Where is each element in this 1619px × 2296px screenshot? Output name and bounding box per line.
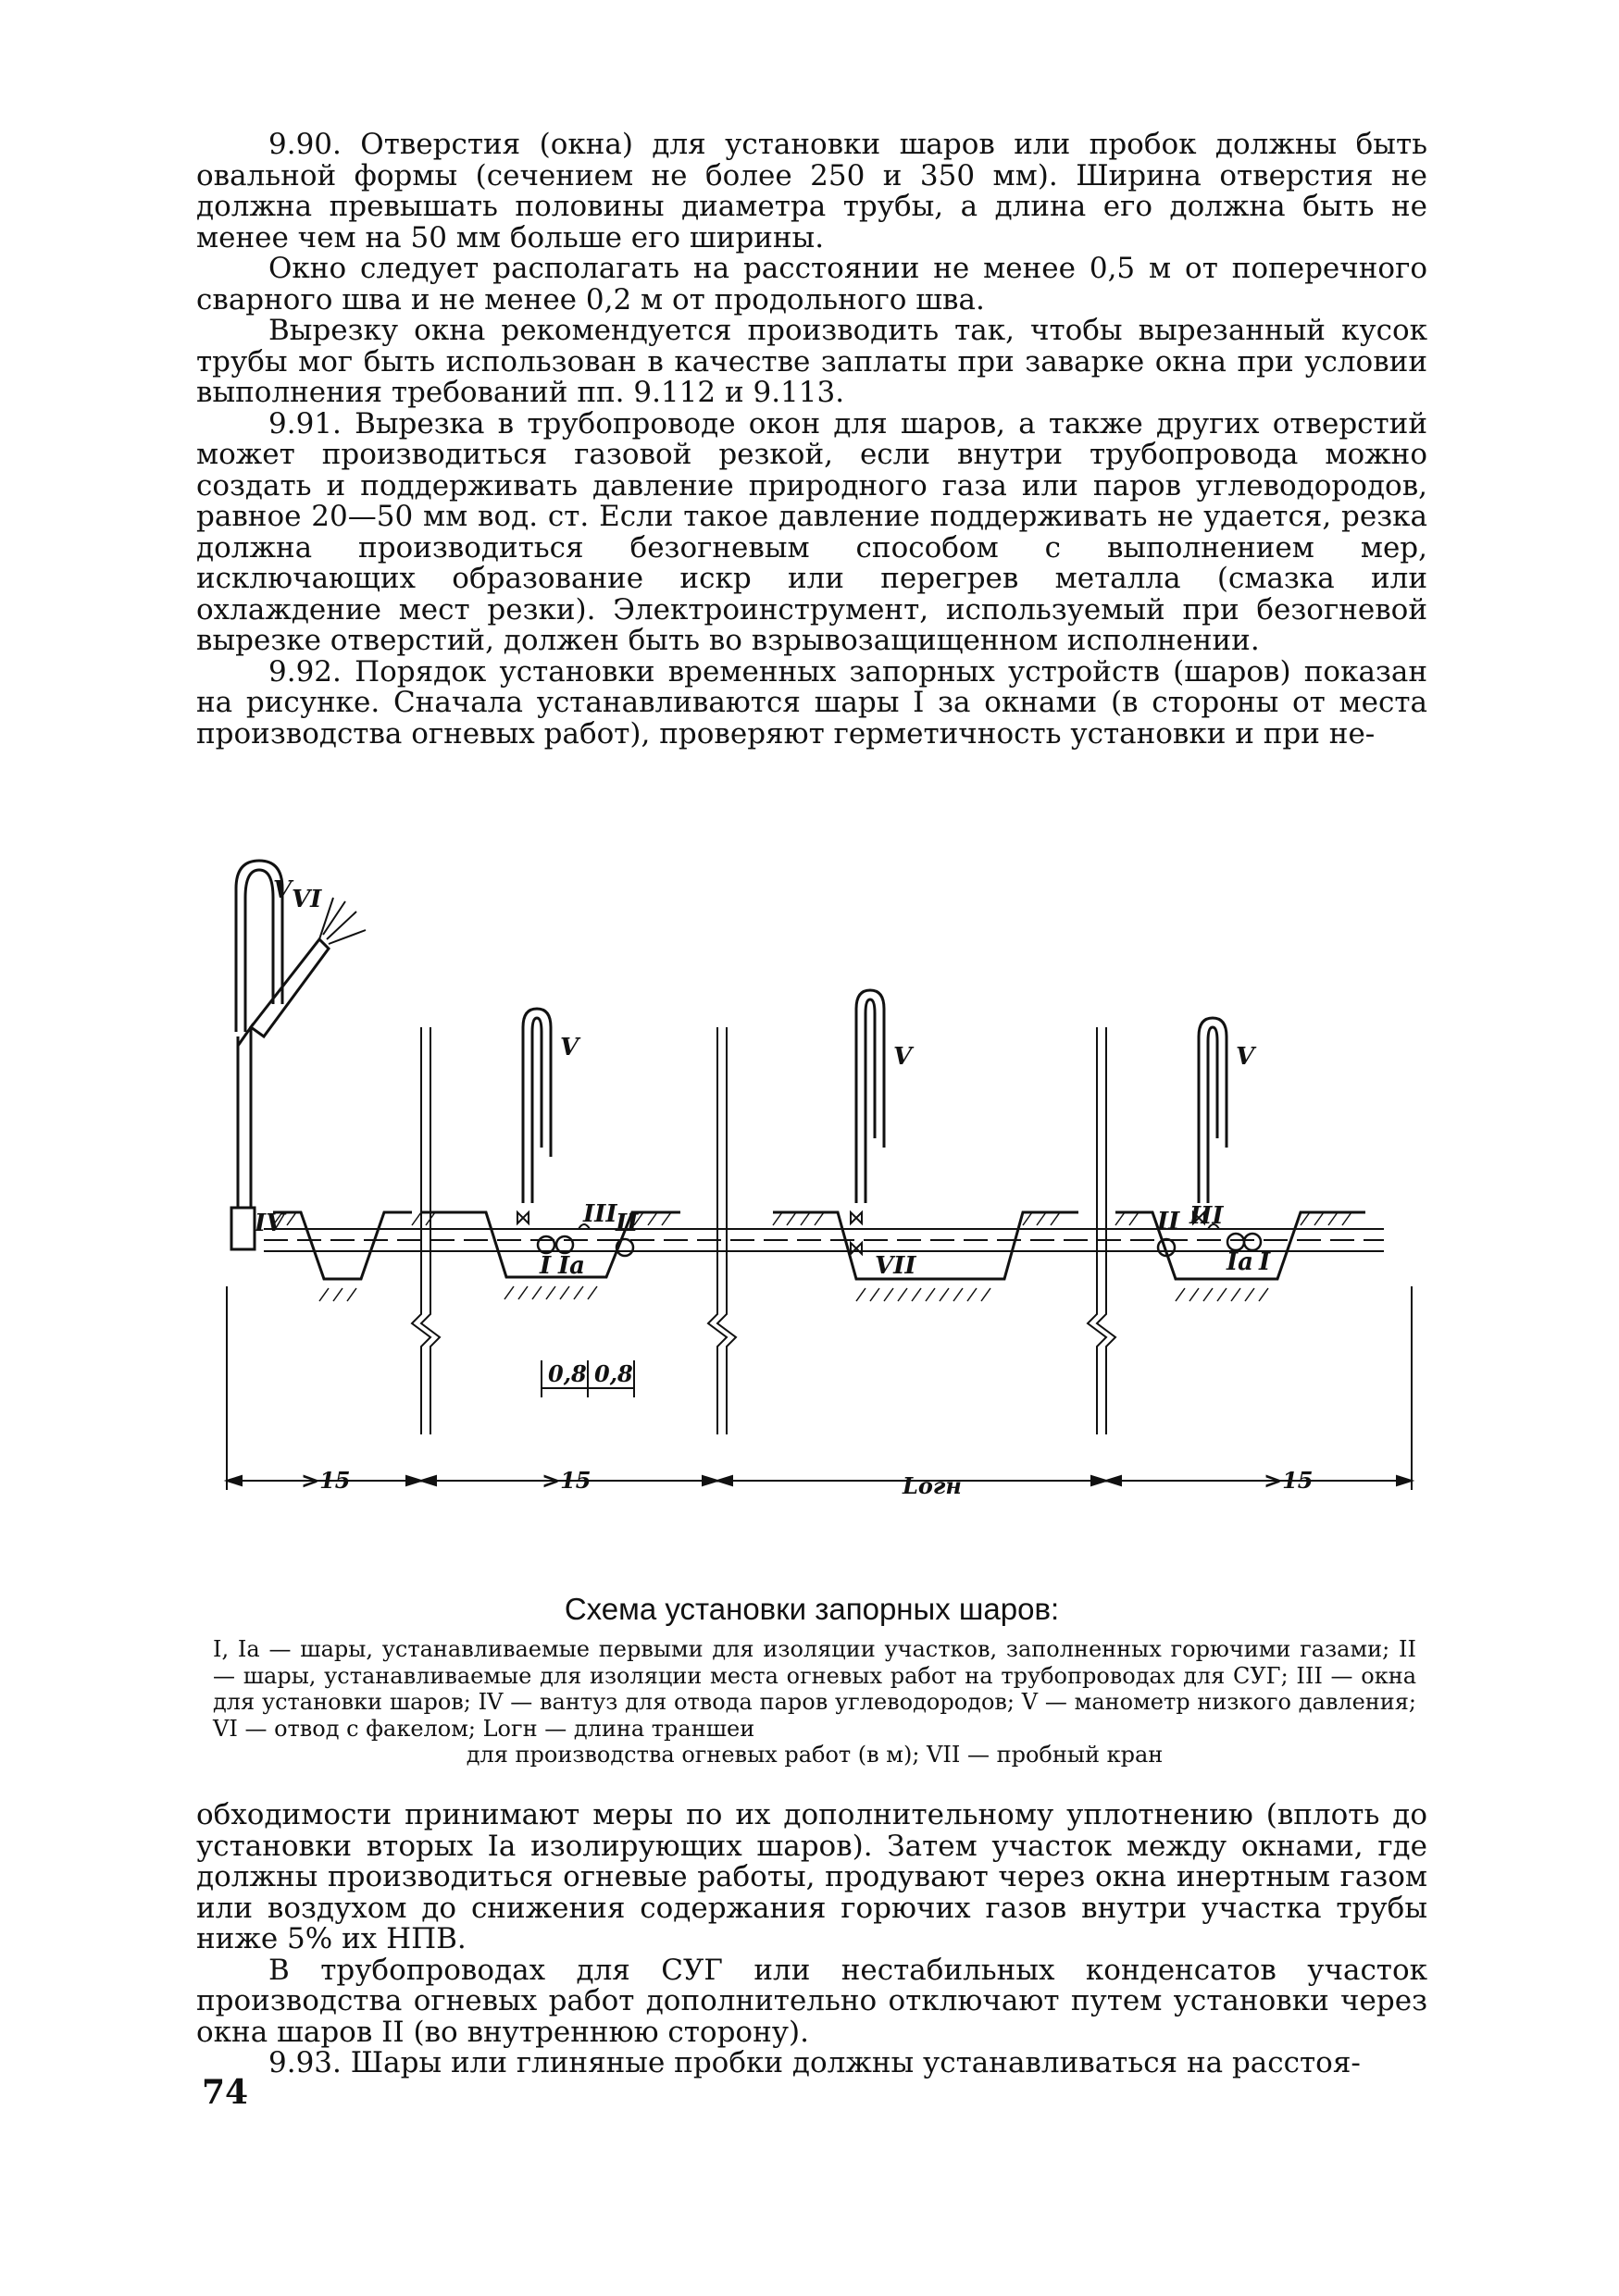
ground-line xyxy=(301,1212,324,1279)
figure-legend-main: I, Ia — шары, устанавливаемые первыми для изоляции участков, заполненных горючими газами; II — шары, устанавливаемые для изоляции места огневых работ на трубопроводах для СУГ; III — окна для установки шаров; IV — вантуз для отвода паров углеводородов; V — манометр низкого давления; VI — отвод с факелом; Lогн — длина траншеи xyxy=(213,1636,1416,1742)
vent-base xyxy=(231,1208,255,1249)
dim-15-right: >15 xyxy=(1264,1467,1314,1494)
paragraph-lpg: В трубопроводах для СУГ или нестабильных конденсатов участок производства огневых работ дополнительно отключают путем установки через окна шаров II (во внутреннюю сторону). xyxy=(196,1953,1427,2049)
label-ia-1: Ia xyxy=(558,1252,586,1280)
dim-0-8-right: 0,8 xyxy=(594,1360,633,1387)
flare-pipe xyxy=(251,939,329,1036)
paragraph-9-91: 9.91. Вырезка в трубопроводе окон для шаров, а также других отверстий может производиться газовой резкой, если внутри трубопровода можно создать и поддерживать давление природного газа или паров углеводородов, равное 20—50 мм вод. ст. Если такое давление поддерживать не удается, резка должна производиться безогневым способом с выполнением мер, исключающих образование искр или перегрев металла (смазка или охлаждение мест резки). Электроинструмент, используемый при безогневой вырезке отверстий, должен быть во взрывозащищенном исполнении. xyxy=(196,406,1427,657)
figure-caption-title: Схема установки запорных шаров: xyxy=(564,1592,1060,1626)
paragraph-window-cutting: Вырезку окна рекомендуется производить так, чтобы вырезанный кусок трубы мог быть использован в качестве заплаты при заварке окна при условии выполнения требований пп. 9.112 и 9.113. xyxy=(196,314,1427,409)
label-v-4: V xyxy=(1236,1043,1255,1071)
dim-15-left: >15 xyxy=(301,1467,351,1494)
ball-installation-diagram xyxy=(255,842,1384,1564)
label-vi: VI xyxy=(292,886,322,913)
dimension-lines xyxy=(227,1360,1412,1485)
ground-line xyxy=(273,1212,412,1279)
label-v-1: V xyxy=(273,876,293,904)
page-number: 74 xyxy=(202,2073,249,2112)
label-ii-2: II xyxy=(1157,1208,1180,1235)
dim-15-middle: >15 xyxy=(542,1467,592,1494)
label-iii-1: III xyxy=(583,1200,617,1228)
paragraph-9-92: 9.92. Порядок установки временных запорных устройств (шаров) показан на рисунке. Сначала устанавливаются шары I за окнами (в стороны от места производства огневых работ), проверяют герметичность установки и при не- xyxy=(196,654,1427,751)
label-iv: IV xyxy=(255,1210,285,1237)
label-v-3: V xyxy=(893,1043,913,1071)
flare-rays xyxy=(319,898,366,944)
body-text-bottom xyxy=(196,1800,1427,2079)
label-i-1: I xyxy=(540,1252,552,1280)
dim-0-8-left: 0,8 xyxy=(548,1360,587,1387)
body-text-top xyxy=(196,130,1427,750)
manometer-group xyxy=(523,990,1227,1203)
paragraph-9-93: 9.93. Шары или глиняные пробки должны устанавливаться на расстоя- xyxy=(268,2046,1361,2079)
dim-l-ogn: Lогн xyxy=(903,1472,962,1499)
figure-legend-last: для производства огневых работ (в м); VII — пробный кран xyxy=(466,1742,1164,1768)
paragraph-continuation: обходимости принимают меры по их дополнительному уплотнению (вплоть до установки вторых Ia изолирующих шаров). Затем участок между окнами, где должны производиться огневые работы, продувают через окна инертным газом или воздухом до снижения содержания горючих газов внутри участка трубы ниже 5% их НПВ. xyxy=(196,1798,1427,1955)
diagram-svg xyxy=(255,842,1384,1564)
manometer-tube xyxy=(245,870,273,1032)
paragraph-9-90: 9.90. Отверстия (окна) для установки шаров или пробок должны быть овальной формы (сечением не более 250 и 350 мм). Ширина отверстия не должна превышать половины диаметра трубы, а длина его должна быть не менее чем на 50 мм больше его ширины. xyxy=(196,128,1427,254)
label-v-2: V xyxy=(560,1034,579,1061)
label-ia-2: Ia xyxy=(1227,1248,1254,1276)
paragraph-window-placement: Окно следует располагать на расстоянии не менее 0,5 м от поперечного сварного шва и не менее 0,2 м от продольного шва. xyxy=(196,252,1427,316)
label-ii-1: II xyxy=(616,1210,639,1237)
label-i-2: I xyxy=(1259,1248,1271,1276)
label-vii: VII xyxy=(875,1252,916,1280)
label-iii-2: III xyxy=(1189,1202,1224,1230)
ground-line xyxy=(773,1212,1078,1279)
vent-assembly xyxy=(231,861,366,1249)
figure-legend xyxy=(213,1636,1416,1769)
